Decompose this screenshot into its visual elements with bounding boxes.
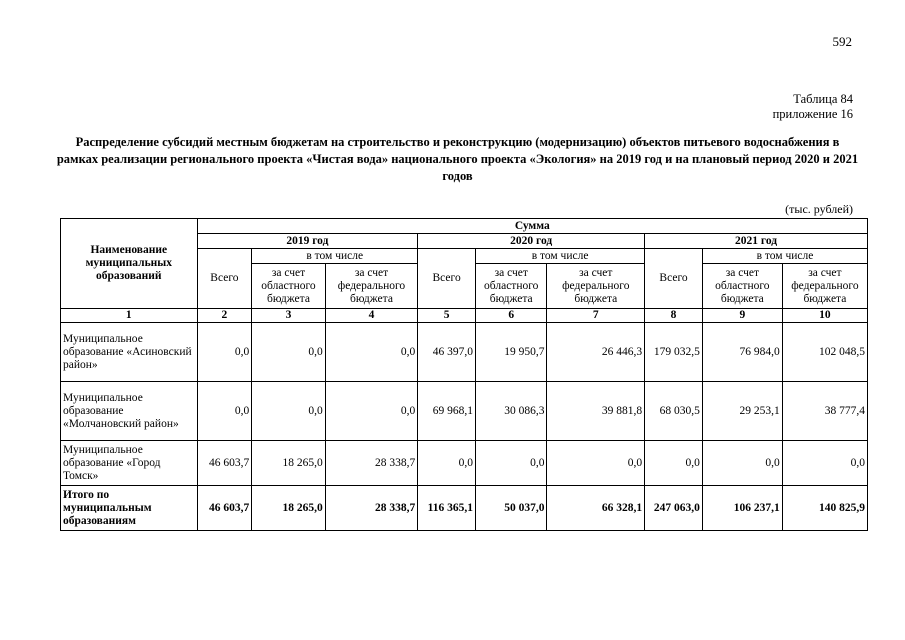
cell-value: 26 446,3 bbox=[547, 323, 645, 382]
cell-value: 69 968,1 bbox=[418, 382, 476, 441]
header-federal-2021: за счет федерального бюджета bbox=[782, 264, 867, 309]
header-federal-2019: за счет федерального бюджета bbox=[325, 264, 417, 309]
cell-value: 46 397,0 bbox=[418, 323, 476, 382]
header-including-2021: в том числе bbox=[702, 249, 867, 264]
cell-value: 29 253,1 bbox=[702, 382, 782, 441]
header-including-2019: в том числе bbox=[252, 249, 418, 264]
header-total-2021: Всего bbox=[645, 249, 703, 309]
cell-value: 0,0 bbox=[645, 441, 703, 486]
total-value: 18 265,0 bbox=[252, 486, 326, 531]
row-name: Муниципальное образование «Город Томск» bbox=[61, 441, 198, 486]
cell-value: 0,0 bbox=[252, 382, 326, 441]
cell-value: 179 032,5 bbox=[645, 323, 703, 382]
column-number: 7 bbox=[547, 309, 645, 323]
column-number: 2 bbox=[197, 309, 252, 323]
header-row-sum bbox=[61, 219, 868, 234]
header-sum: Сумма bbox=[197, 219, 867, 234]
header-regional-2020: за счет областного бюджета bbox=[476, 264, 547, 309]
total-value: 116 365,1 bbox=[418, 486, 476, 531]
total-value: 50 037,0 bbox=[476, 486, 547, 531]
cell-value: 0,0 bbox=[197, 382, 252, 441]
total-row bbox=[61, 486, 868, 531]
header-including-2020: в том числе bbox=[476, 249, 645, 264]
column-number: 3 bbox=[252, 309, 326, 323]
document-title: Распределение субсидий местным бюджетам на строительство и реконструкцию (модернизацию) объектов питьевого водоснабжения в рамках реализации регионального проекта «Чистая вода» национального проекта «Экология» на 2019 год и на плановый период 2020 и 2021 годов bbox=[56, 135, 859, 183]
column-number: 4 bbox=[325, 309, 417, 323]
cell-value: 0,0 bbox=[325, 382, 417, 441]
header-federal-2020: за счет федерального бюджета bbox=[547, 264, 645, 309]
total-value: 247 063,0 bbox=[645, 486, 703, 531]
appendix-number: приложение 16 bbox=[772, 107, 853, 121]
total-value: 46 603,7 bbox=[197, 486, 252, 531]
cell-value: 0,0 bbox=[782, 441, 867, 486]
header-year-2019: 2019 год bbox=[197, 234, 418, 249]
cell-value: 46 603,7 bbox=[197, 441, 252, 486]
header-regional-2019: за счет областного бюджета bbox=[252, 264, 326, 309]
column-number: 6 bbox=[476, 309, 547, 323]
column-number: 8 bbox=[645, 309, 703, 323]
cell-value: 28 338,7 bbox=[325, 441, 417, 486]
page-number: 592 bbox=[832, 34, 852, 49]
header-total-2019: Всего bbox=[197, 249, 252, 309]
row-name: Муниципальное образование «Асиновский район» bbox=[61, 323, 198, 382]
header-total-2020: Всего bbox=[418, 249, 476, 309]
total-value: 106 237,1 bbox=[702, 486, 782, 531]
column-number: 10 bbox=[782, 309, 867, 323]
header-year-2020: 2020 год bbox=[418, 234, 645, 249]
table-reference bbox=[0, 92, 853, 122]
total-value: 66 328,1 bbox=[547, 486, 645, 531]
cell-value: 18 265,0 bbox=[252, 441, 326, 486]
header-name-column: Наименование муниципальных образований bbox=[61, 219, 198, 309]
units-label: (тыс. рублей) bbox=[785, 202, 853, 216]
cell-value: 38 777,4 bbox=[782, 382, 867, 441]
column-number: 1 bbox=[61, 309, 198, 323]
column-number: 5 bbox=[418, 309, 476, 323]
table-row bbox=[61, 323, 868, 382]
subsidies-table bbox=[60, 218, 868, 531]
cell-value: 19 950,7 bbox=[476, 323, 547, 382]
cell-value: 0,0 bbox=[197, 323, 252, 382]
table-row bbox=[61, 382, 868, 441]
total-value: 140 825,9 bbox=[782, 486, 867, 531]
total-row-name: Итого по муниципальным образованиям bbox=[61, 486, 198, 531]
header-year-2021: 2021 год bbox=[645, 234, 868, 249]
cell-value: 0,0 bbox=[252, 323, 326, 382]
table-row bbox=[61, 441, 868, 486]
row-name: Муниципальное образование «Молчановский район» bbox=[61, 382, 198, 441]
header-regional-2021: за счет областного бюджета bbox=[702, 264, 782, 309]
cell-value: 30 086,3 bbox=[476, 382, 547, 441]
cell-value: 102 048,5 bbox=[782, 323, 867, 382]
cell-value: 0,0 bbox=[476, 441, 547, 486]
column-number: 9 bbox=[702, 309, 782, 323]
cell-value: 0,0 bbox=[702, 441, 782, 486]
cell-value: 76 984,0 bbox=[702, 323, 782, 382]
cell-value: 68 030,5 bbox=[645, 382, 703, 441]
column-numbers-row bbox=[61, 309, 868, 323]
table-number: Таблица 84 bbox=[793, 92, 853, 106]
total-value: 28 338,7 bbox=[325, 486, 417, 531]
cell-value: 0,0 bbox=[547, 441, 645, 486]
cell-value: 0,0 bbox=[418, 441, 476, 486]
cell-value: 39 881,8 bbox=[547, 382, 645, 441]
cell-value: 0,0 bbox=[325, 323, 417, 382]
